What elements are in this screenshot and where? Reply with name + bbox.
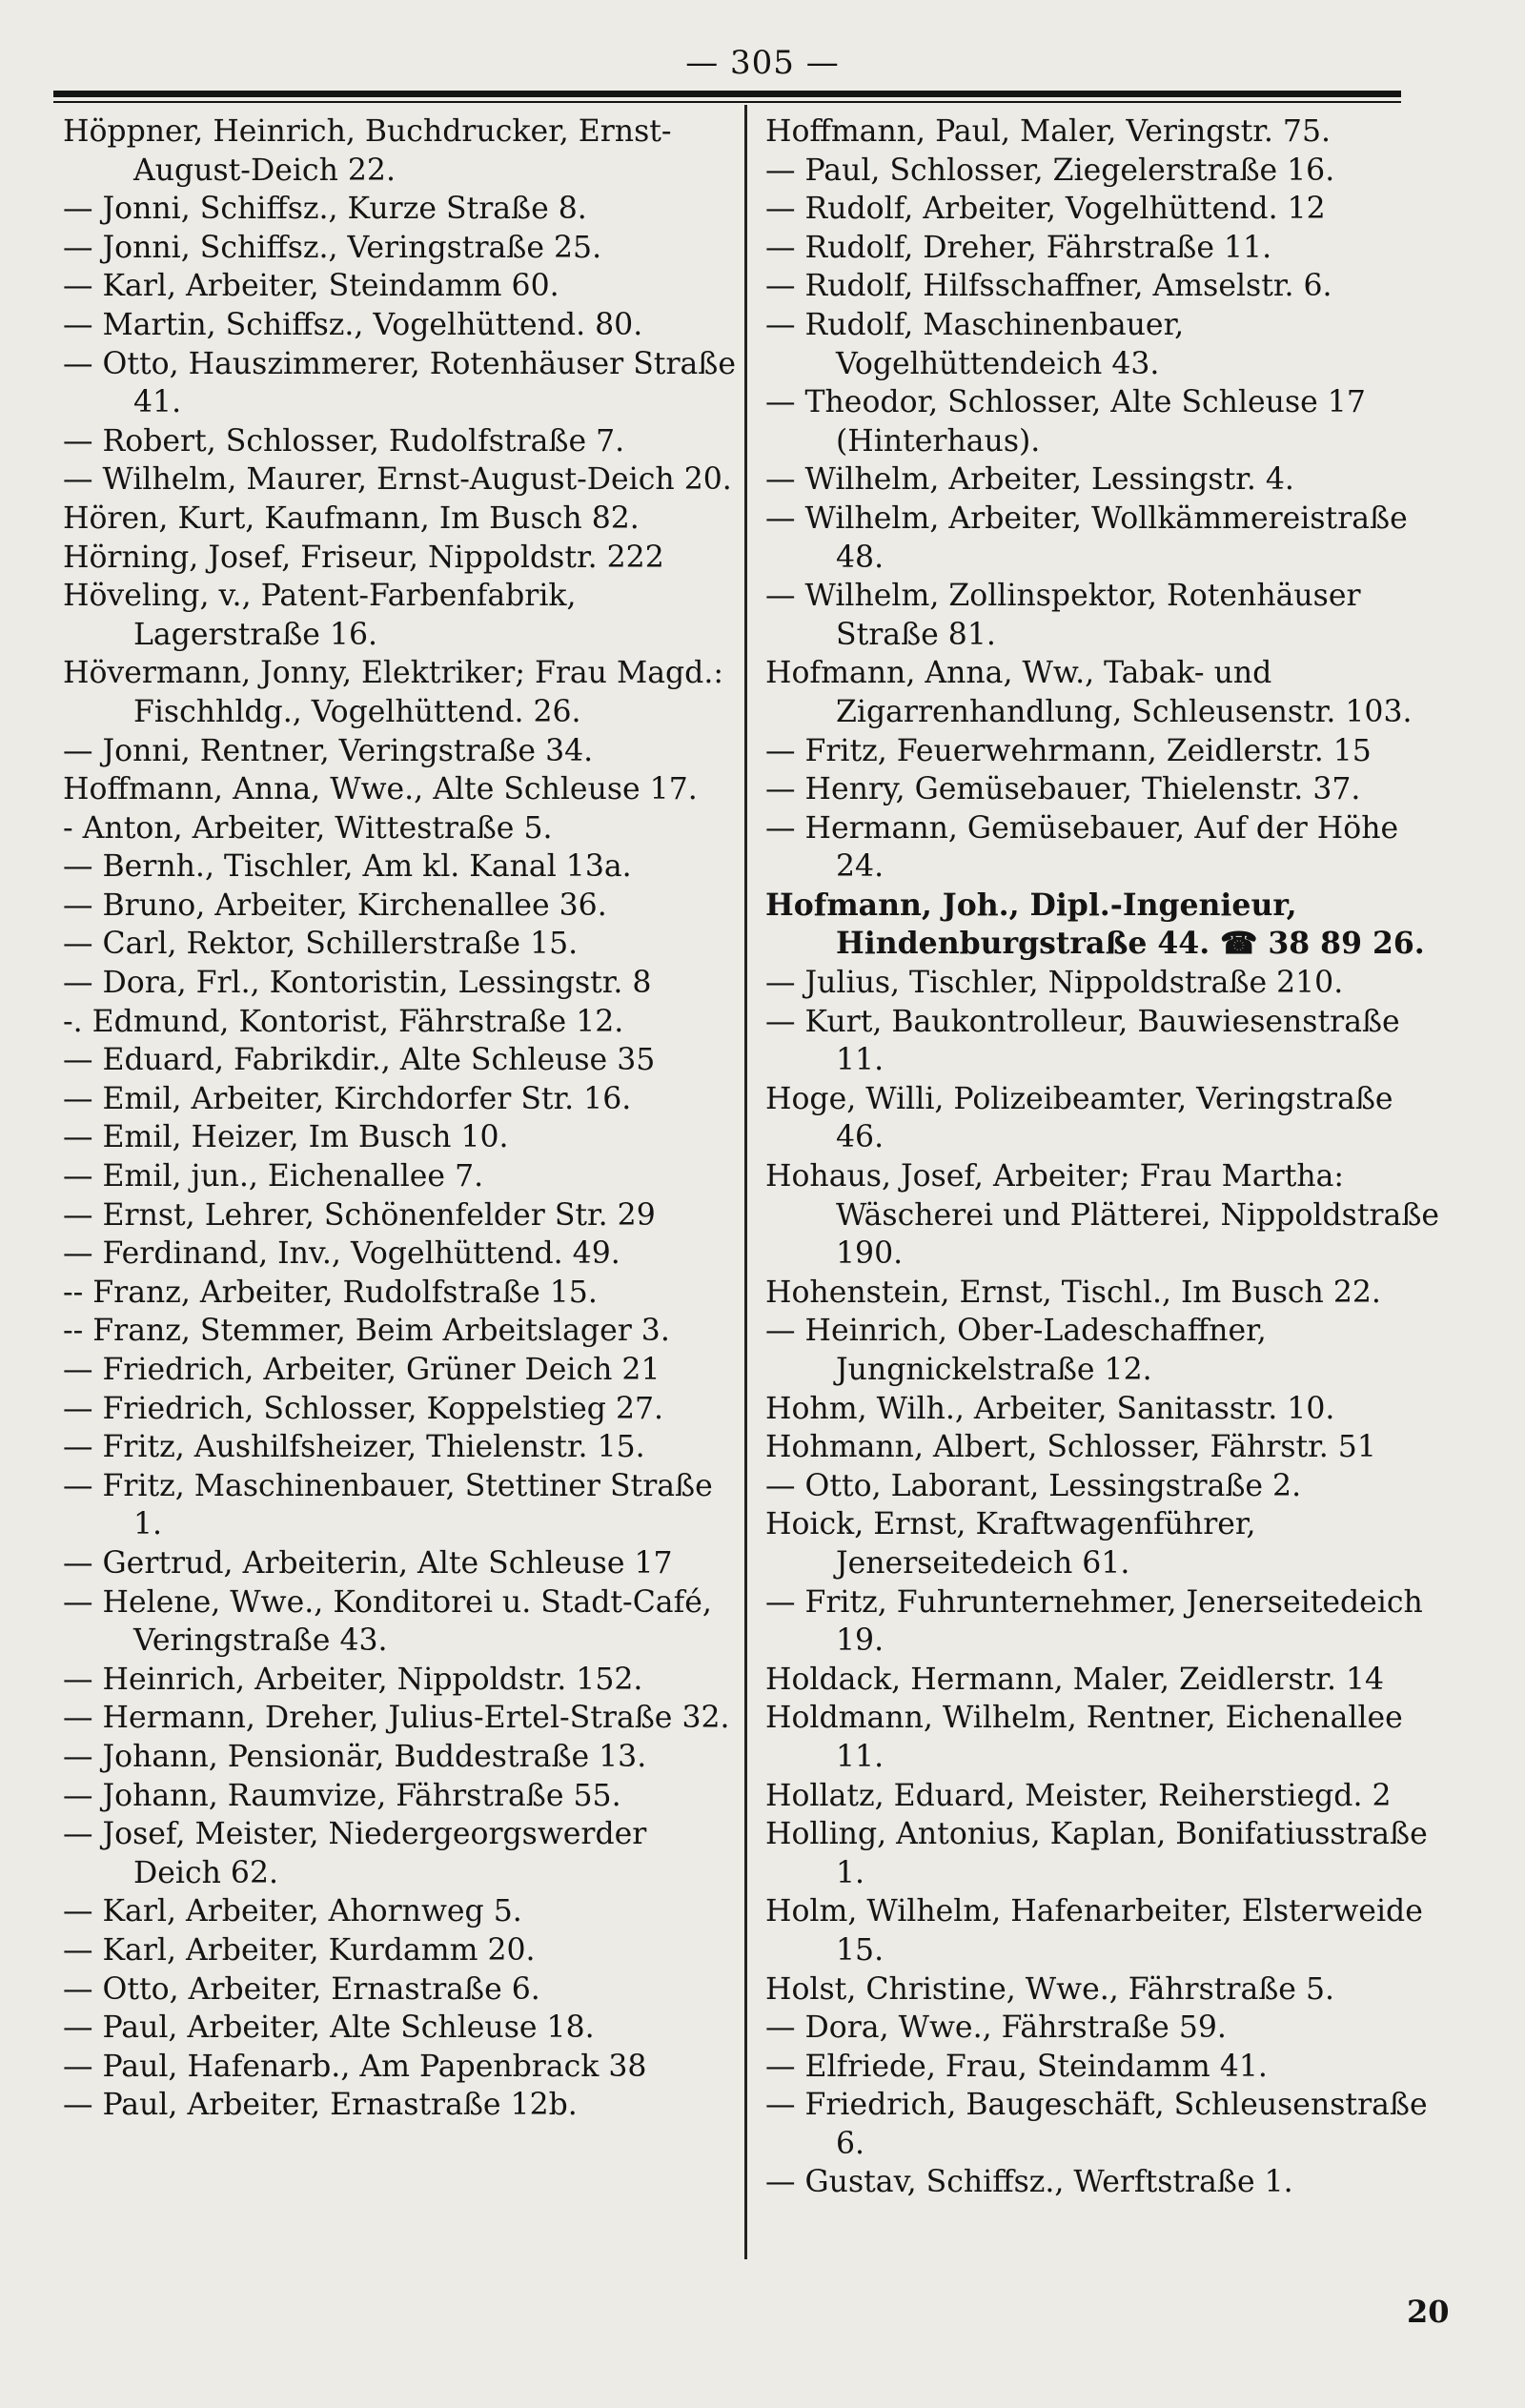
directory-entry: — Emil, Arbeiter, Kirchdorfer Str. 16. [63, 1081, 632, 1116]
directory-entry: — Fritz, Fuhrunternehmer, Jenerseitedeich 19. [765, 1584, 1423, 1659]
directory-entry: — Heinrich, Ober-Ladeschaffner, Jungnickelstraße 12. [765, 1314, 1267, 1387]
directory-entry: — Emil, jun., Eichenallee 7. [63, 1159, 484, 1194]
directory-entry: — Bernh., Tischler, Am kl. Kanal 13a. [63, 849, 632, 885]
directory-entry: — Wilhelm, Arbeiter, Lessingstr. 4. [765, 462, 1294, 498]
directory-entry: Höppner, Heinrich, Buchdrucker, Ernst-August-Deich 22. [63, 114, 672, 188]
directory-entry: Hofmann, Joh., Dipl.-Ingenieur, Hindenburgstraße 44. ☎ 38 89 26. [765, 887, 1425, 962]
directory-entry: — Otto, Arbeiter, Ernastraße 6. [63, 1971, 540, 2007]
directory-entry: — Otto, Laborant, Lessingstraße 2. [765, 1468, 1302, 1503]
directory-entry: Holst, Christine, Wwe., Fährstraße 5. [765, 1971, 1335, 2007]
directory-entry: — Johann, Pensionär, Buddestraße 13. [63, 1739, 647, 1774]
directory-entry: — Bruno, Arbeiter, Kirchenallee 36. [63, 888, 607, 923]
directory-entry: — Rudolf, Maschinenbauer, Vogelhüttendeich 43. [765, 307, 1185, 381]
header-rule-thin [53, 101, 1401, 103]
signature-mark: 20 [1407, 2294, 1450, 2330]
directory-entry: — Wilhelm, Zollinspektor, Rotenhäuser Straße 81. [765, 579, 1361, 652]
directory-entry: — Dora, Frl., Kontoristin, Lessingstr. 8 [63, 966, 652, 1001]
directory-entry: — Dora, Wwe., Fährstraße 59. [765, 2010, 1227, 2046]
directory-entry: Hoffmann, Paul, Maler, Veringstr. 75. [765, 114, 1332, 149]
left-column [63, 112, 738, 2125]
directory-entry: Hoge, Willi, Polizeibeamter, Veringstraße 46. [765, 1081, 1393, 1155]
directory-entry: -- Franz, Stemmer, Beim Arbeitslager 3. [63, 1314, 670, 1349]
directory-entry: — Karl, Arbeiter, Steindamm 60. [63, 269, 559, 304]
directory-entry: Holdmann, Wilhelm, Rentner, Eichenallee 11. [765, 1701, 1403, 1774]
directory-entry: — Karl, Arbeiter, Kurdamm 20. [63, 1932, 536, 1968]
directory-entry: — Jonni, Rentner, Veringstraße 34. [63, 733, 594, 768]
directory-entry: Hövermann, Jonny, Elektriker; Frau Magd.: Fischhldg., Vogelhüttend. 26. [63, 656, 723, 729]
right-column [765, 112, 1440, 2202]
directory-entry: — Rudolf, Hilfsschaffner, Amselstr. 6. [765, 269, 1332, 304]
directory-entry: — Kurt, Baukontrolleur, Bauwiesenstraße 11. [765, 1004, 1400, 1078]
directory-entry: — Hermann, Gemüsebauer, Auf der Höhe 24. [765, 810, 1399, 885]
directory-entry: — Martin, Schiffsz., Vogelhüttend. 80. [63, 307, 643, 342]
directory-entry: Holdack, Hermann, Maler, Zeidlerstr. 14 [765, 1662, 1385, 1697]
directory-entry: — Paul, Arbeiter, Ernastraße 12b. [63, 2088, 578, 2123]
directory-entry: — Paul, Schlosser, Ziegelerstraße 16. [765, 153, 1335, 188]
directory-entry: — Ernst, Lehrer, Schönenfelder Str. 29 [63, 1197, 656, 1233]
directory-entry: -- Franz, Arbeiter, Rudolfstraße 15. [63, 1275, 598, 1310]
directory-entry: — Paul, Hafenarb., Am Papenbrack 38 [63, 2049, 647, 2084]
directory-entry: — Hermann, Dreher, Julius-Ertel-Straße 32. [63, 1701, 730, 1736]
directory-entry: — Gustav, Schiffsz., Werftstraße 1. [765, 2165, 1293, 2200]
directory-entry: — Fritz, Maschinenbauer, Stettiner Straße 1. [63, 1468, 713, 1542]
header-rule-thick [53, 91, 1401, 97]
directory-entry: — Julius, Tischler, Nippoldstraße 210. [765, 966, 1344, 1001]
directory-entry: — Paul, Arbeiter, Alte Schleuse 18. [63, 2010, 595, 2046]
directory-entry: — Ferdinand, Inv., Vogelhüttend. 49. [63, 1236, 620, 1272]
column-divider [744, 105, 747, 2259]
directory-entry: Hohaus, Josef, Arbeiter; Frau Martha: Wäscherei und Plätterei, Nippoldstraße 190. [765, 1159, 1440, 1272]
directory-entry: — Johann, Raumvize, Fährstraße 55. [63, 1778, 621, 1813]
directory-entry: — Henry, Gemüsebauer, Thielenstr. 37. [765, 772, 1361, 807]
directory-entry: — Fritz, Feuerwehrmann, Zeidlerstr. 15 [765, 733, 1372, 768]
directory-entry: Holm, Wilhelm, Hafenarbeiter, Elsterweide 15. [765, 1894, 1423, 1968]
directory-entry: — Jonni, Schiffsz., Kurze Straße 8. [63, 192, 587, 227]
directory-entry: — Theodor, Schlosser, Alte Schleuse 17 (Hinterhaus). [765, 385, 1366, 459]
directory-entry: — Robert, Schlosser, Rudolfstraße 7. [63, 423, 625, 459]
directory-entry: — Heinrich, Arbeiter, Nippoldstr. 152. [63, 1662, 643, 1697]
directory-entry: Hollatz, Eduard, Meister, Reiherstiegd. 2 [765, 1778, 1392, 1813]
directory-entry: — Wilhelm, Arbeiter, Wollkämmereistraße 48. [765, 500, 1408, 575]
directory-entry: — Carl, Rektor, Schillerstraße 15. [63, 927, 579, 962]
directory-entry: — Rudolf, Arbeiter, Vogelhüttend. 12 [765, 192, 1326, 227]
directory-entry: -. Edmund, Kontorist, Fährstraße 12. [63, 1004, 624, 1039]
directory-entry: - Anton, Arbeiter, Wittestraße 5. [63, 810, 553, 846]
directory-entry: Hohm, Wilh., Arbeiter, Sanitasstr. 10. [765, 1391, 1335, 1426]
directory-entry: — Friedrich, Arbeiter, Grüner Deich 21 [63, 1353, 661, 1387]
directory-entry: — Jonni, Schiffsz., Veringstraße 25. [63, 230, 602, 265]
directory-entry: — Gertrud, Arbeiterin, Alte Schleuse 17 [63, 1545, 673, 1581]
directory-entry: — Emil, Heizer, Im Busch 10. [63, 1120, 509, 1155]
directory-entry: Hofmann, Anna, Ww., Tabak- und Zigarrenhandlung, Schleusenstr. 103. [765, 656, 1413, 729]
directory-entry: — Karl, Arbeiter, Ahornweg 5. [63, 1894, 522, 1929]
directory-entry: — Otto, Hauszimmerer, Rotenhäuser Straße 41. [63, 346, 736, 420]
directory-entry: Hoffmann, Anna, Wwe., Alte Schleuse 17. [63, 772, 698, 807]
directory-entry: Hörning, Josef, Friseur, Nippoldstr. 222 [63, 540, 664, 575]
directory-entry: — Wilhelm, Maurer, Ernst-August-Deich 20. [63, 462, 732, 498]
directory-entry: Holling, Antonius, Kaplan, Bonifatiusstraße 1. [765, 1817, 1428, 1890]
directory-entry: — Helene, Wwe., Konditorei u. Stadt-Café, Veringstraße 43. [63, 1584, 712, 1659]
directory-entry: Hören, Kurt, Kaufmann, Im Busch 82. [63, 500, 640, 536]
directory-entry: — Josef, Meister, Niedergeorgswerder Deich 62. [63, 1817, 647, 1890]
directory-entry: — Elfriede, Frau, Steindamm 41. [765, 2049, 1268, 2084]
directory-entry: — Eduard, Fabrikdir., Alte Schleuse 35 [63, 1043, 656, 1078]
directory-entry: — Friedrich, Schlosser, Koppelstieg 27. [63, 1391, 664, 1426]
directory-entry: — Friedrich, Baugeschäft, Schleusenstraße 6. [765, 2088, 1428, 2161]
directory-entry: Hoick, Ernst, Kraftwagenführer, Jenerseitedeich 61. [765, 1507, 1256, 1581]
directory-entry: Hohenstein, Ernst, Tischl., Im Busch 22. [765, 1275, 1381, 1310]
page-number: — 305 — [685, 44, 840, 82]
directory-entry: — Rudolf, Dreher, Fährstraße 11. [765, 230, 1272, 265]
directory-entry: Höveling, v., Patent-Farbenfabrik, Lagerstraße 16. [63, 579, 577, 652]
directory-entry: — Fritz, Aushilfsheizer, Thielenstr. 15. [63, 1430, 645, 1465]
directory-entry: Hohmann, Albert, Schlosser, Fährstr. 51 [765, 1430, 1376, 1465]
